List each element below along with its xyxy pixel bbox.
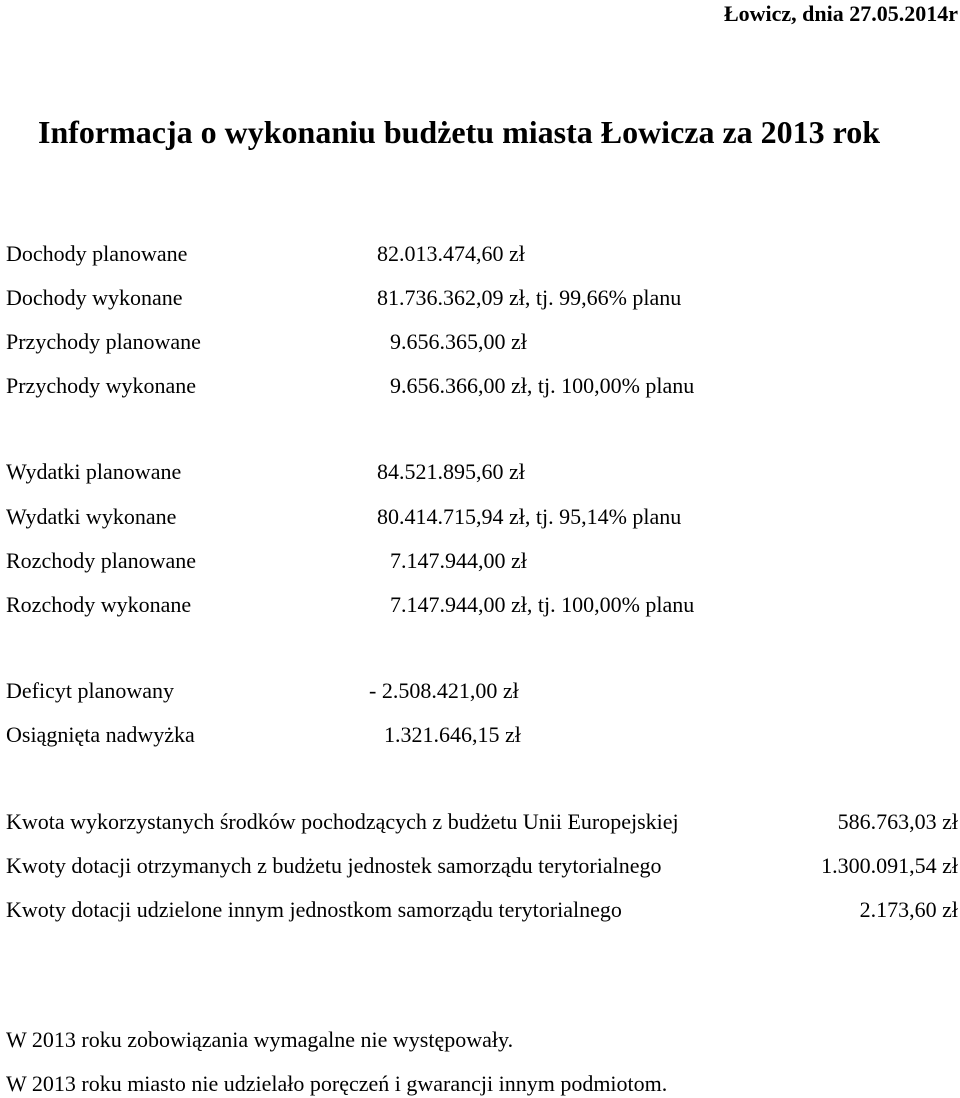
page-title: Informacja o wykonaniu budżetu miasta Łowicza za 2013 rok [38, 114, 881, 150]
eu-funds-value: 586.763,03 zł [837, 809, 958, 834]
eu-funds-label: Kwota wykorzystanych środków pochodzących z budżetu Unii Europejskiej [6, 809, 679, 834]
document-date: Łowicz, dnia 27.05.2014r [723, 1, 958, 26]
revenue-planned-label: Przychody planowane [6, 329, 201, 354]
grants-given-value: 2.173,60 zł [859, 897, 958, 922]
revenue-executed-label: Przychody wykonane [6, 373, 197, 398]
surplus-achieved-value: 1.321.646,15 zł [384, 722, 521, 747]
expenses-executed-value: 80.414.715,94 zł, tj. 95,14% planu [377, 504, 682, 529]
income-executed-value: 81.736.362,09 zł, tj. 99,66% planu [377, 285, 682, 310]
outgoings-executed-label: Rozchody wykonane [6, 592, 192, 617]
income-planned-label: Dochody planowane [6, 241, 188, 266]
grants-given-label: Kwoty dotacji udzielone innym jednostkom samorządu terytorialnego [6, 897, 622, 922]
grants-received-label: Kwoty dotacji otrzymanych z budżetu jednostek samorządu terytorialnego [6, 853, 662, 878]
outgoings-planned-value: 7.147.944,00 zł [390, 548, 527, 573]
outgoings-executed-value: 7.147.944,00 zł, tj. 100,00% planu [390, 592, 695, 617]
footer-note-guarantees: W 2013 roku miasto nie udzielało poręczeń i gwarancji innym podmiotom. [6, 1071, 668, 1096]
expenses-planned-label: Wydatki planowane [6, 459, 182, 484]
surplus-achieved-label: Osiągnięta nadwyżka [6, 722, 195, 747]
income-executed-label: Dochody wykonane [6, 285, 183, 310]
grants-received-value: 1.300.091,54 zł [821, 853, 958, 878]
income-planned-value: 82.013.474,60 zł [377, 241, 525, 266]
expenses-planned-value: 84.521.895,60 zł [377, 459, 525, 484]
revenue-planned-value: 9.656.365,00 zł [390, 329, 527, 354]
revenue-executed-value: 9.656.366,00 zł, tj. 100,00% planu [390, 373, 695, 398]
footer-note-liabilities: W 2013 roku zobowiązania wymagalne nie występowały. [6, 1027, 514, 1052]
outgoings-planned-label: Rozchody planowane [6, 548, 196, 573]
expenses-executed-label: Wydatki wykonane [6, 504, 177, 529]
deficit-planned-value: - 2.508.421,00 zł [369, 678, 519, 703]
deficit-planned-label: Deficyt planowany [6, 678, 174, 703]
